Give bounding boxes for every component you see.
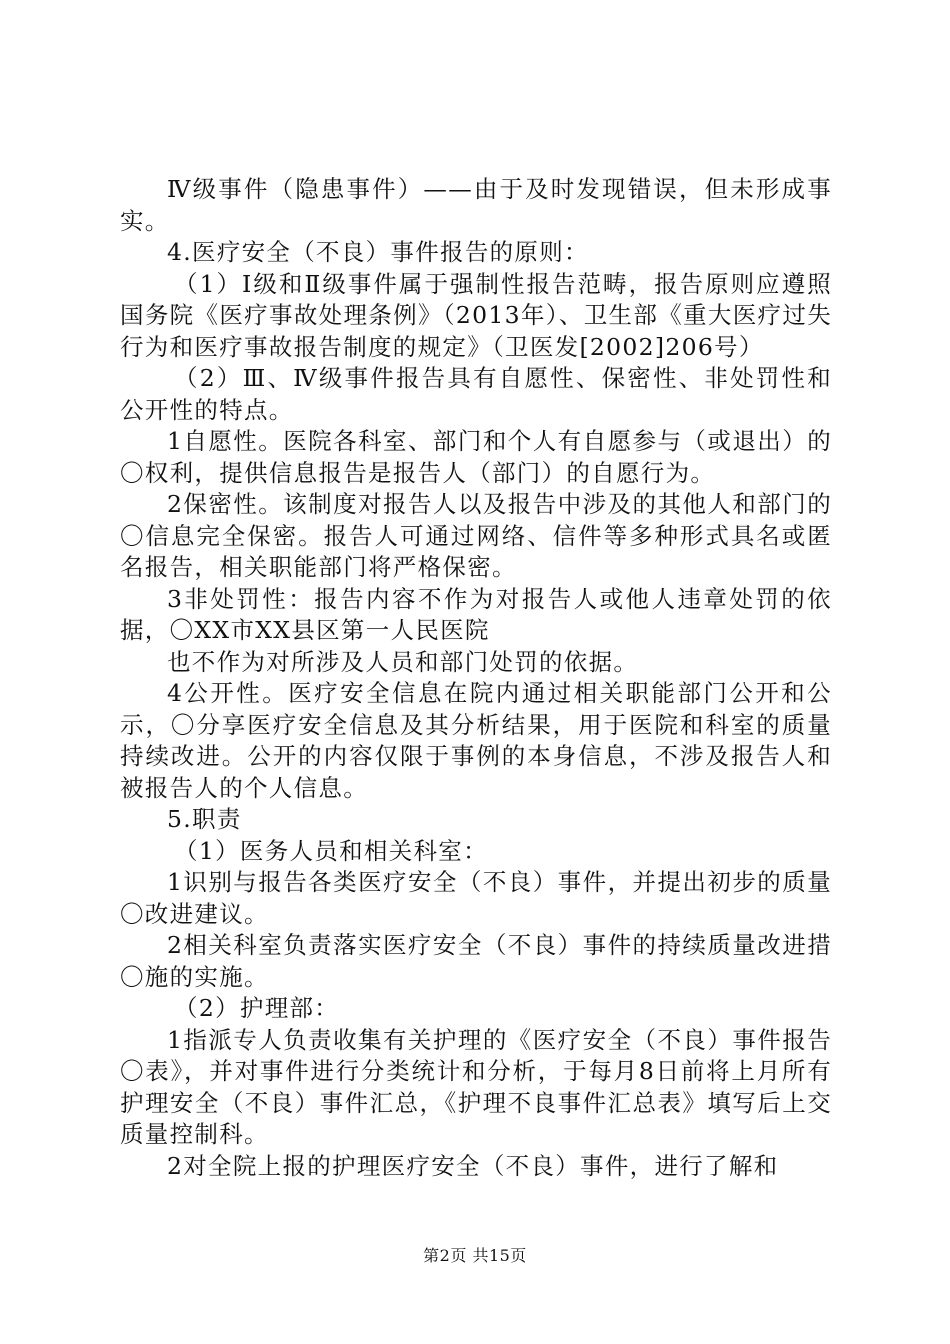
paragraph-identify-and-report: 1识别与报告各类医疗安全（不良）事件，并提出初步的质量〇改进建议。 xyxy=(120,868,832,928)
subheading-medical-staff: （1）医务人员和相关科室： xyxy=(174,836,488,865)
paragraph-voluntariness: 1自愿性。医院各科室、部门和个人有自愿参与（或退出）的〇权利，提供信息报告是报告人（部门）的自愿行为。 xyxy=(120,427,832,487)
paragraph-non-punitive-continued: 也不作为对所涉及人员和部门处罚的依据。 xyxy=(167,647,639,676)
paragraph-implement-improvement: 2相关科室负责落实医疗安全（不良）事件的持续质量改进措〇施的实施。 xyxy=(120,931,832,991)
paragraph-confidentiality: 2保密性。该制度对报告人以及报告中涉及的其他人和部门的〇信息完全保密。报告人可通过网络、信件等多种形式具名或匿名报告，相关职能部门将严格保密。 xyxy=(120,490,832,581)
page-number-footer: 第2页 共15页 xyxy=(423,1246,527,1265)
paragraph-collect-nursing-reports: 1指派专人负责收集有关护理的《医疗安全（不良）事件报告〇表》，并对事件进行分类统计和分析，于每月8日前将上月所有护理安全（不良）事件汇总，《护理不良事件汇总表》填写后上交质量控制科。 xyxy=(120,1025,832,1148)
paragraph-non-punitive: 3非处罚性：报告内容不作为对报告人或他人违章处罚的依据，〇XX市XX县区第一人民医院 xyxy=(120,584,832,644)
document-body xyxy=(120,174,832,1182)
paragraph-level-iv-definition: Ⅳ级事件（隐患事件）——由于及时发现错误，但未形成事实。 xyxy=(120,175,832,235)
paragraph-review-nursing-events: 2对全院上报的护理医疗安全（不良）事件，进行了解和 xyxy=(167,1151,779,1180)
heading-responsibilities: 5.职责 xyxy=(167,805,242,833)
paragraph-mandatory-reporting: （1）Ⅰ级和Ⅱ级事件属于强制性报告范畴，报告原则应遵照国务院《医疗事故处理条例》（2013年）、卫生部《重大医疗过失行为和医疗事故报告制度的规定》（卫医发[2002]206号） xyxy=(120,269,832,361)
heading-reporting-principles: 4.医疗安全（不良）事件报告的原则： xyxy=(167,238,589,266)
paragraph-voluntary-reporting-features: （2）Ⅲ、Ⅳ级事件报告具有自愿性、保密性、非处罚性和公开性的特点。 xyxy=(120,364,832,424)
subheading-nursing-department: （2）护理部： xyxy=(174,994,340,1022)
paragraph-openness: 4公开性。医疗安全信息在院内通过相关职能部门公开和公示，〇分享医疗安全信息及其分析结果，用于医院和科室的质量持续改进。公开的内容仅限于事例的本身信息，不涉及报告人和被报告人的个人信息。 xyxy=(120,679,832,802)
